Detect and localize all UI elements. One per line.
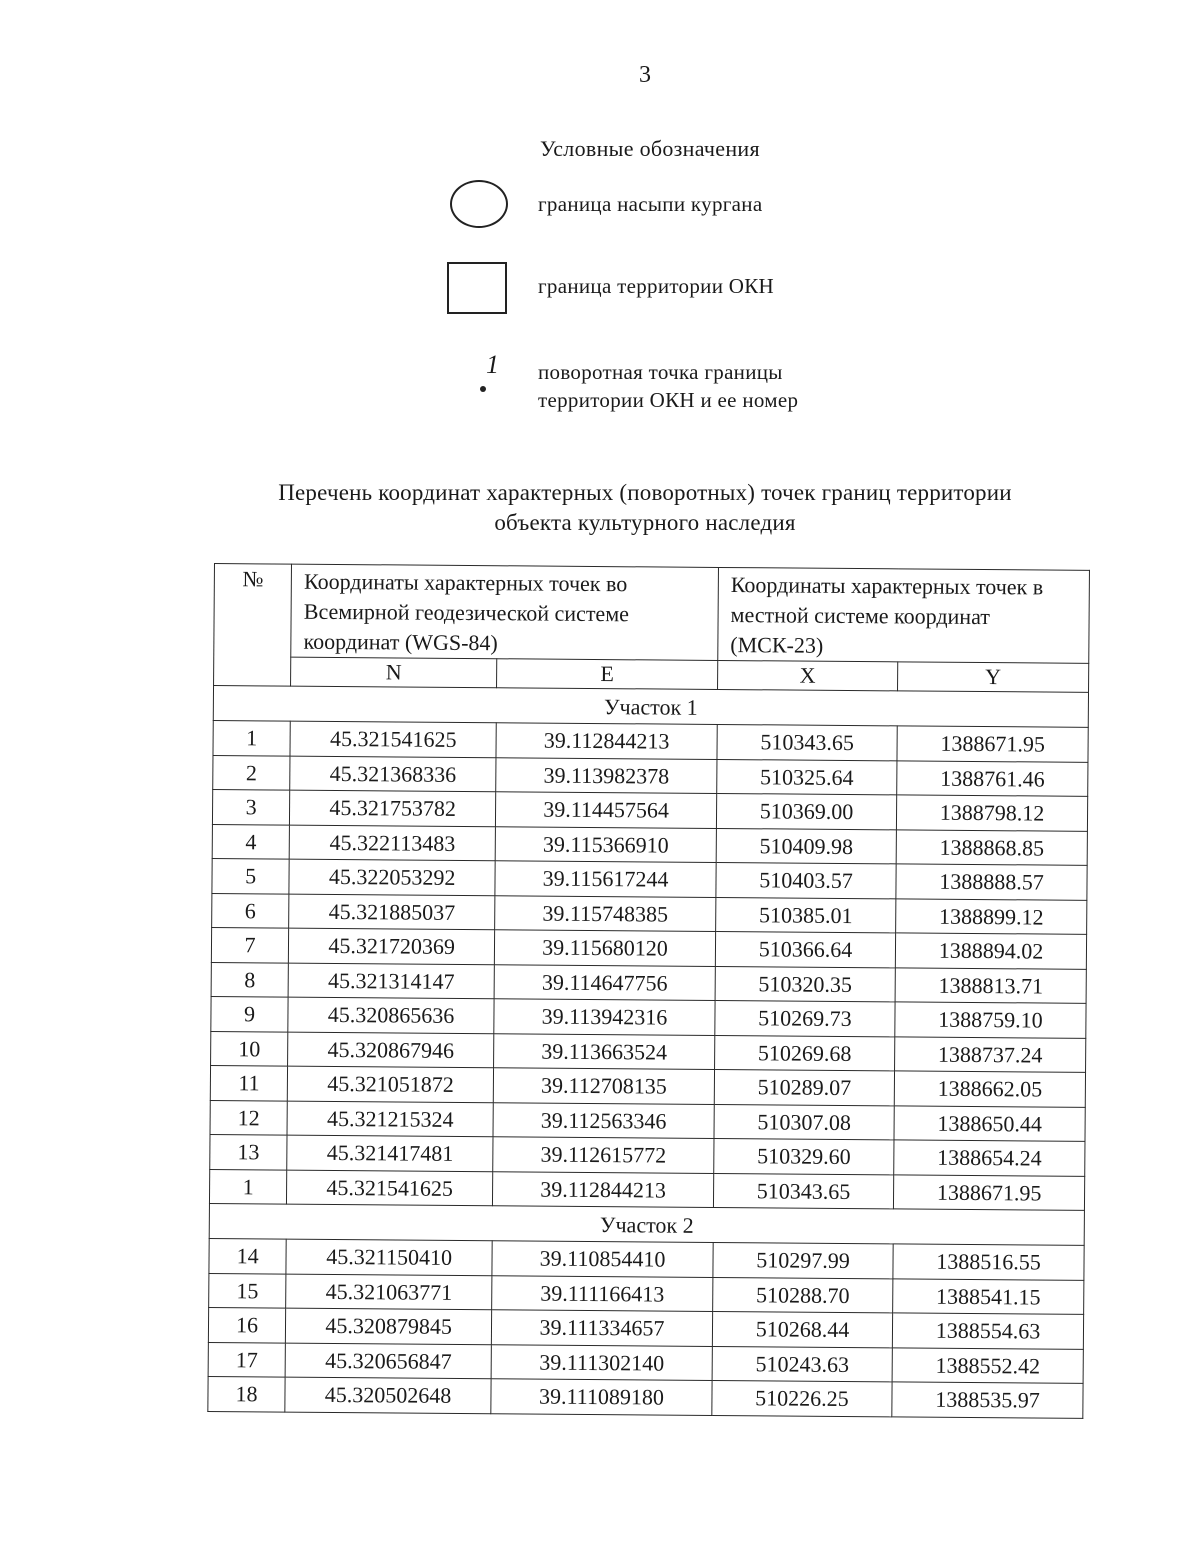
point-number-cell: 1 xyxy=(209,1169,286,1204)
e-cell: 39.112708135 xyxy=(493,1068,714,1104)
legend-text-territory: граница территории ОКН xyxy=(538,274,775,298)
x-cell: 510320.35 xyxy=(715,966,895,1002)
square-icon xyxy=(447,262,507,314)
point-number-cell: 8 xyxy=(211,962,288,997)
table-title-line1: Перечень координат характерных (поворотных) точек границ территории xyxy=(278,480,1012,505)
y-cell: 1388671.95 xyxy=(897,726,1088,762)
e-cell: 39.115748385 xyxy=(495,895,716,931)
y-cell: 1388535.97 xyxy=(892,1382,1083,1418)
e-cell: 39.110854410 xyxy=(492,1241,713,1277)
point-number-cell: 12 xyxy=(210,1100,287,1135)
y-cell: 1388868.85 xyxy=(896,829,1087,865)
n-cell: 45.321314147 xyxy=(288,963,494,999)
x-cell: 510366.64 xyxy=(715,931,895,967)
point-number-cell: 13 xyxy=(210,1134,287,1169)
y-cell: 1388894.02 xyxy=(895,933,1086,969)
e-cell: 39.114647756 xyxy=(494,964,715,1000)
x-cell: 510343.65 xyxy=(713,1173,893,1209)
n-cell: 45.320502648 xyxy=(285,1377,491,1413)
legend-title: Условные обозначения xyxy=(540,136,760,161)
y-cell: 1388737.24 xyxy=(895,1036,1086,1072)
n-cell: 45.321541625 xyxy=(287,1170,493,1206)
point-number-cell: 3 xyxy=(212,789,289,824)
point-number-cell: 5 xyxy=(212,858,289,893)
header-wgs84: Координаты характерных точек во Всемирной геодезической системе координат (WGS-84) xyxy=(291,564,718,660)
legend-text-point-line1: поворотная точка границы xyxy=(538,360,783,384)
x-cell: 510226.25 xyxy=(712,1380,892,1416)
table-body xyxy=(208,686,1089,1418)
n-cell: 45.321417481 xyxy=(287,1135,493,1171)
y-cell: 1388798.12 xyxy=(897,795,1088,831)
x-cell: 510269.73 xyxy=(715,1000,895,1036)
header-msk23: Координаты характерных точек в местной системе координат (МСК-23) xyxy=(718,567,1090,663)
e-cell: 39.111302140 xyxy=(491,1344,712,1380)
y-cell: 1388813.71 xyxy=(895,967,1086,1003)
point-number-cell: 15 xyxy=(209,1273,286,1308)
y-cell: 1388888.57 xyxy=(896,864,1087,900)
section-title: Участок 1 xyxy=(213,686,1088,728)
legend-text-point-line2: территории ОКН и ее номер xyxy=(538,388,799,412)
e-cell: 39.115680120 xyxy=(494,930,715,966)
page-number: 3 xyxy=(639,62,651,88)
point-number-cell: 1 xyxy=(213,720,290,755)
point-dot xyxy=(480,386,486,392)
point-number-cell: 10 xyxy=(211,1031,288,1066)
e-cell: 39.112844213 xyxy=(493,1171,714,1207)
legend-text-point xyxy=(538,358,798,414)
point-number: 1 xyxy=(486,350,499,379)
ellipse-icon xyxy=(450,180,508,228)
n-cell: 45.320656847 xyxy=(285,1343,491,1379)
point-number-cell: 17 xyxy=(208,1342,285,1377)
n-cell: 45.321753782 xyxy=(290,790,496,826)
legend-item-territory xyxy=(0,262,1200,322)
point-number-cell: 6 xyxy=(212,893,289,928)
y-cell: 1388761.46 xyxy=(897,760,1088,796)
header-e: E xyxy=(497,659,718,690)
e-cell: 39.114457564 xyxy=(496,792,717,828)
coordinates-table xyxy=(207,563,1090,1418)
n-cell: 45.321063771 xyxy=(286,1274,492,1310)
y-cell: 1388516.55 xyxy=(893,1244,1084,1280)
e-cell: 39.113663524 xyxy=(494,1033,715,1069)
n-cell: 45.322113483 xyxy=(289,825,495,861)
header-y: Y xyxy=(898,662,1089,692)
e-cell: 39.112615772 xyxy=(493,1137,714,1173)
n-cell: 45.321150410 xyxy=(286,1239,492,1275)
n-cell: 45.320867946 xyxy=(288,1032,494,1068)
point-number-cell: 11 xyxy=(210,1065,287,1100)
table-row xyxy=(208,1376,1083,1417)
y-cell: 1388759.10 xyxy=(895,1002,1086,1038)
point-number-cell: 7 xyxy=(211,927,288,962)
x-cell: 510307.08 xyxy=(714,1104,894,1140)
table-title xyxy=(0,478,1200,538)
x-cell: 510325.64 xyxy=(717,759,897,795)
header-number: № xyxy=(214,564,292,687)
e-cell: 39.115617244 xyxy=(495,861,716,897)
x-cell: 510288.70 xyxy=(713,1277,893,1313)
x-cell: 510343.65 xyxy=(717,724,897,760)
n-cell: 45.321051872 xyxy=(287,1066,493,1102)
section-title: Участок 2 xyxy=(209,1203,1084,1245)
e-cell: 39.111334657 xyxy=(491,1310,712,1346)
point-number-cell: 16 xyxy=(208,1307,285,1342)
e-cell: 39.112563346 xyxy=(493,1102,714,1138)
e-cell: 39.112844213 xyxy=(496,723,717,759)
x-cell: 510289.07 xyxy=(714,1069,894,1105)
header-x: X xyxy=(717,660,897,690)
e-cell: 39.115366910 xyxy=(495,826,716,862)
n-cell: 45.321720369 xyxy=(289,928,495,964)
x-cell: 510268.44 xyxy=(712,1311,892,1347)
point-number-cell: 9 xyxy=(211,996,288,1031)
n-cell: 45.320865636 xyxy=(288,997,494,1033)
x-cell: 510269.68 xyxy=(715,1035,895,1071)
legend-item-point xyxy=(0,350,1200,418)
x-cell: 510369.00 xyxy=(716,793,896,829)
point-number-cell: 18 xyxy=(208,1376,285,1411)
e-cell: 39.113942316 xyxy=(494,999,715,1035)
header-n: N xyxy=(291,657,497,688)
legend-text-mound: граница насыпи кургана xyxy=(538,192,763,216)
x-cell: 510409.98 xyxy=(716,828,896,864)
x-cell: 510403.57 xyxy=(716,862,896,898)
y-cell: 1388541.15 xyxy=(893,1278,1084,1314)
y-cell: 1388899.12 xyxy=(896,898,1087,934)
table-title-line2: объекта культурного наследия xyxy=(494,510,796,535)
n-cell: 45.320879845 xyxy=(286,1308,492,1344)
n-cell: 45.321541625 xyxy=(290,721,496,757)
x-cell: 510385.01 xyxy=(716,897,896,933)
x-cell: 510329.60 xyxy=(714,1138,894,1174)
y-cell: 1388554.63 xyxy=(892,1313,1083,1349)
n-cell: 45.321368336 xyxy=(290,756,496,792)
y-cell: 1388662.05 xyxy=(894,1071,1085,1107)
point-number-cell: 14 xyxy=(209,1238,286,1273)
e-cell: 39.111089180 xyxy=(491,1379,712,1415)
n-cell: 45.321885037 xyxy=(289,894,495,930)
point-icon xyxy=(474,350,510,398)
point-number-cell: 2 xyxy=(213,755,290,790)
n-cell: 45.321215324 xyxy=(287,1101,493,1137)
x-cell: 510297.99 xyxy=(713,1242,893,1278)
x-cell: 510243.63 xyxy=(712,1346,892,1382)
point-number-cell: 4 xyxy=(212,824,289,859)
y-cell: 1388650.44 xyxy=(894,1105,1085,1141)
y-cell: 1388552.42 xyxy=(892,1347,1083,1383)
y-cell: 1388671.95 xyxy=(894,1174,1085,1210)
e-cell: 39.111166413 xyxy=(492,1275,713,1311)
y-cell: 1388654.24 xyxy=(894,1140,1085,1176)
e-cell: 39.113982378 xyxy=(496,757,717,793)
n-cell: 45.322053292 xyxy=(289,859,495,895)
legend-item-mound xyxy=(0,180,1200,240)
